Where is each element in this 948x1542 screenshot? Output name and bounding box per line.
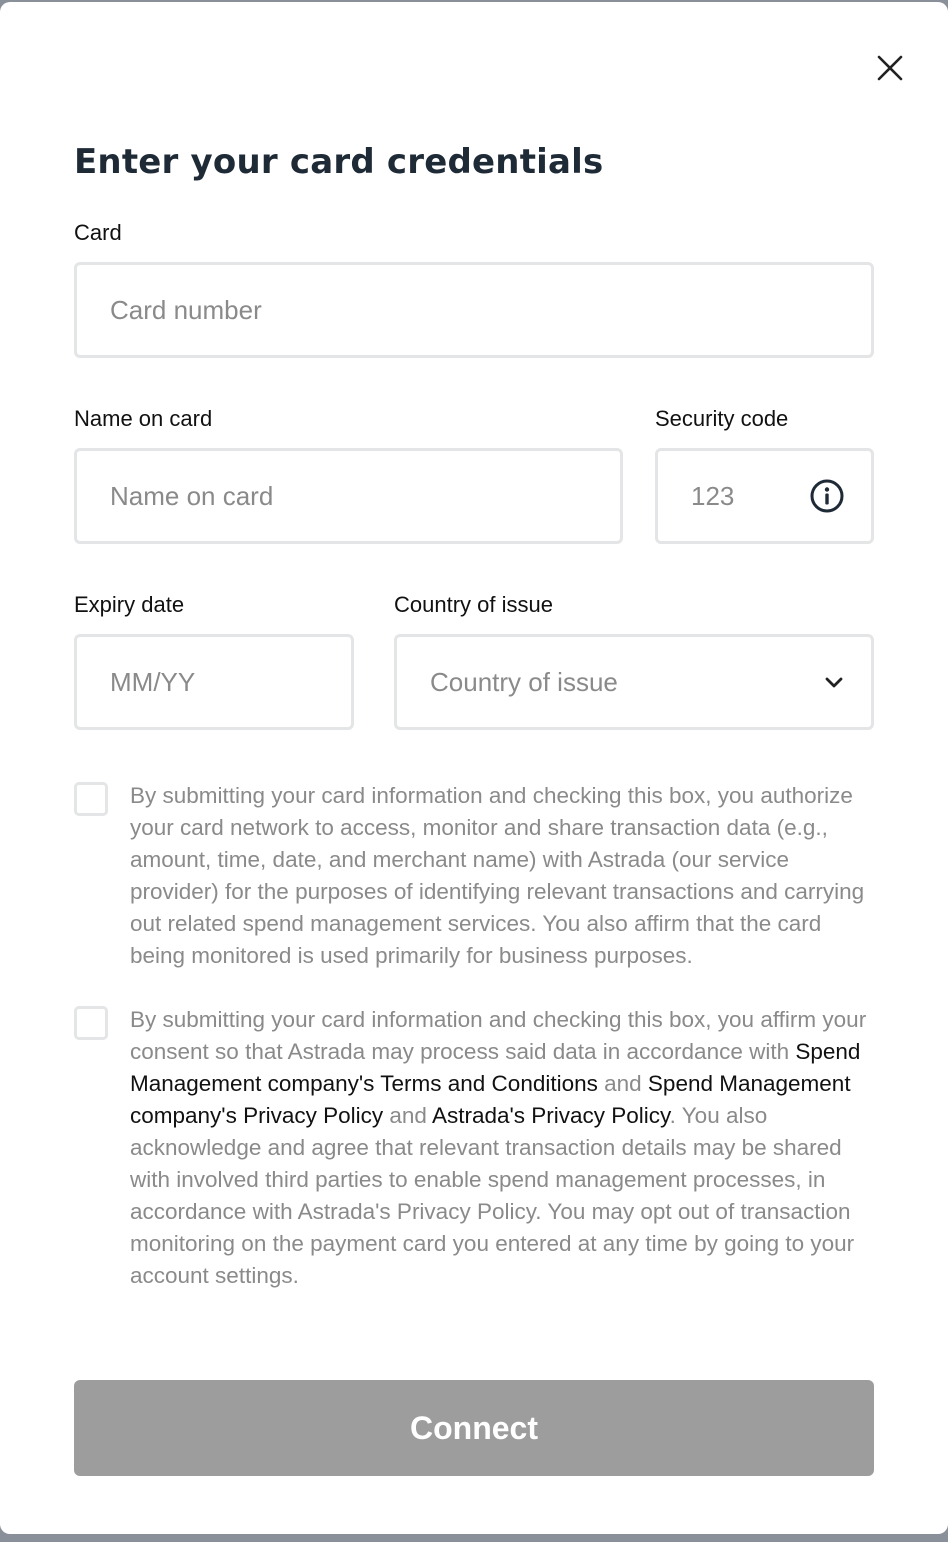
dialog-title: Enter your card credentials xyxy=(74,142,604,182)
close-icon xyxy=(877,55,903,81)
card-credentials-dialog xyxy=(0,2,948,1534)
astrada-privacy-policy-link[interactable]: Astrada's Privacy Policy xyxy=(431,1103,670,1128)
consent-monitoring-checkbox[interactable] xyxy=(74,782,108,816)
consent-monitoring-text: By submitting your card information and checking this box, you authorize your card network to access, monitor and share transaction data (e.g., amount, time, date, and merchant name) with Astrada (our service provider) for the purposes of identifying relevant transactions and carrying out related spend management services. You also affirm that the card being monitored is used primarily for business purposes. xyxy=(130,783,865,968)
close-button[interactable] xyxy=(870,48,910,88)
expiry-date-input[interactable] xyxy=(77,637,351,727)
expiry-date-label: Expiry date xyxy=(74,592,185,617)
privacy-policy-link[interactable]: Spend Management company's Privacy Policy xyxy=(130,1071,851,1128)
card-number-field xyxy=(74,262,874,358)
terms-and-conditions-link[interactable]: Spend Management company's Terms and Conditions xyxy=(130,1039,861,1096)
security-code-label: Security code xyxy=(655,406,789,431)
consent-processing-text xyxy=(130,1004,878,1292)
name-on-card-input[interactable] xyxy=(77,451,620,541)
security-code-field xyxy=(655,448,874,544)
info-icon[interactable] xyxy=(809,478,845,514)
consent-text-part: . You also acknowledge and agree that relevant transaction details may be shared with involved third parties to enable spend management processes, in accordance with Astrada's Privacy Policy. You may opt out of transaction monitoring on the payment card you entered at any time by going to your account settings. xyxy=(130,1103,855,1288)
card-label: Card xyxy=(74,220,122,245)
expiry-date-field xyxy=(74,634,354,730)
country-of-issue-label: Country of issue xyxy=(394,592,553,617)
consent-text-part: and xyxy=(383,1103,432,1128)
chevron-down-icon xyxy=(823,672,845,694)
name-on-card-label: Name on card xyxy=(74,406,213,431)
country-selected-value: Country of issue xyxy=(430,666,618,697)
connect-button[interactable]: Connect xyxy=(74,1380,874,1476)
name-on-card-field xyxy=(74,448,623,544)
consent-processing-checkbox[interactable] xyxy=(74,1006,108,1040)
card-number-input[interactable] xyxy=(77,265,871,355)
consent-text-part: and xyxy=(597,1071,648,1096)
consent-text-part: By submitting your card information and checking this box, you affirm your consent so that Astrada may process said data in accordance with xyxy=(130,1007,867,1064)
country-of-issue-select[interactable] xyxy=(394,634,874,730)
